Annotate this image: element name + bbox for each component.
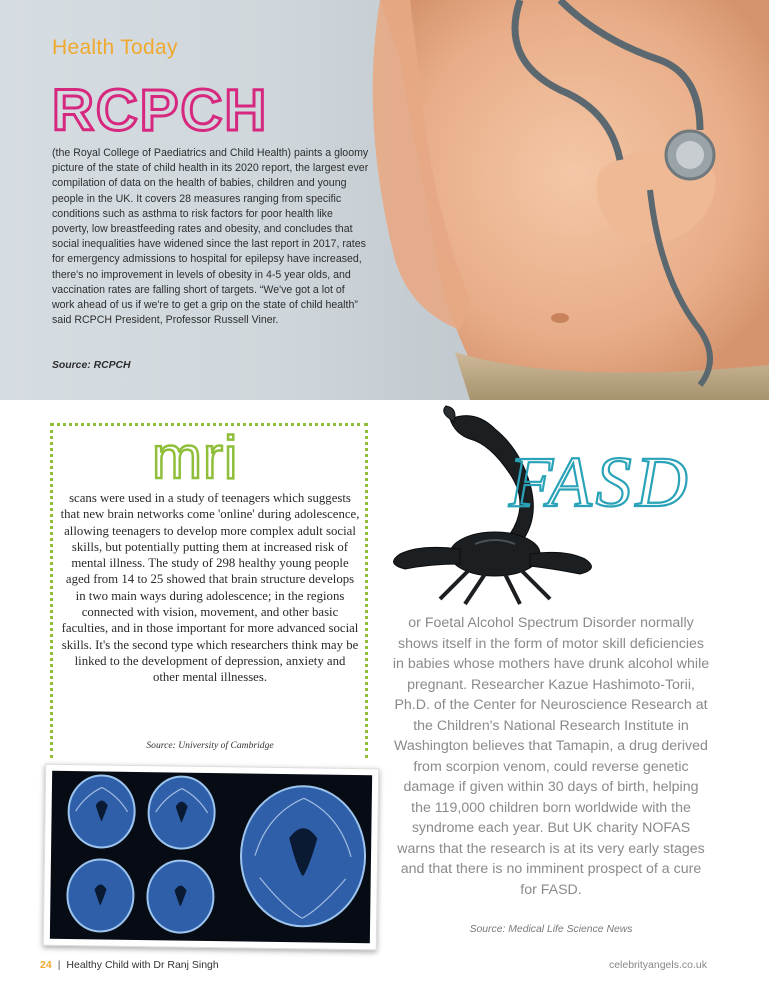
footer-separator: | (57, 959, 61, 971)
fasd-title: FASD (509, 442, 692, 518)
mri-article-body: scans were used in a study of teenagers which suggests that new brain networks come 'online' during adolescence, allowing teenagers to develop more complex adult social skills, but potentially putting them at increased risk of mental illness. The study of 298 healthy young people aged from 14 to 25 showed that brain structure develops in two main ways during adolescence; in the regions connected with vision, movement, and other basic faculties, and in those important for more advanced social skills. It's the second type which researchers think may be linked to the development of depression, anxiety and other mental illnesses. (60, 491, 360, 685)
rcpch-heading (50, 80, 290, 138)
website-url[interactable]: celebrityangels.co.uk (608, 959, 707, 971)
mri-title: mri (152, 430, 239, 488)
fasd-heading (505, 440, 705, 518)
fasd-source: Source: Medical Life Science News (469, 924, 633, 935)
mri-scan-photo (43, 764, 380, 951)
section-label: Health Today (52, 36, 178, 59)
rcpch-source: Source: RCPCH (52, 360, 131, 371)
footer-left (40, 959, 219, 971)
mri-source: Source: University of Cambridge (146, 740, 274, 751)
rcpch-title: RCPCH (52, 80, 269, 138)
publication-title: Healthy Child with Dr Ranj Singh (66, 959, 219, 971)
mri-heading (148, 430, 268, 488)
rcpch-article-body: (the Royal College of Paediatrics and Child Health) paints a gloomy picture of the state of child health in its 2020 report, the largest ever compilation of data on the health of babies, children and young people in the UK. It covers 28 measures ranging from specific conditions such as asthma to risk factors for poor health like poverty, low breastfeeding rates and obesity, and concludes that social inequalities have widened since the last report in 2017, rates for emergency admissions to hospital for epilepsy have increased, there's no improvement in levels of obesity in 4-5 year olds, and vaccination rates are falling short of targets. “We've got a lot of work ahead of us if we're to get a grip on the state of child health” said RCPCH President, Professor Russell Viner. (52, 147, 369, 327)
fasd-article-body: or Foetal Alcohol Spectrum Disorder normally shows itself in the form of motor skill deficiencies in babies whose mothers have drunk alcohol while pregnant. Researcher Kazue Hashimoto-Torii, Ph.D. of the Center for Neuroscience Research at the Children's National Research Institute in Washington believes that Tamapin, a drug derived from scorpion venom, could reverse genetic damage if given within 30 days of birth, helping the 119,000 children born worldwide with the syndrome each year. But UK charity NOFAS warns that the research is at its very early stages and that there is no imminent prospect of a cure for FASD. (392, 615, 710, 898)
page-number: 24 (40, 959, 52, 971)
hero-section (0, 0, 769, 400)
